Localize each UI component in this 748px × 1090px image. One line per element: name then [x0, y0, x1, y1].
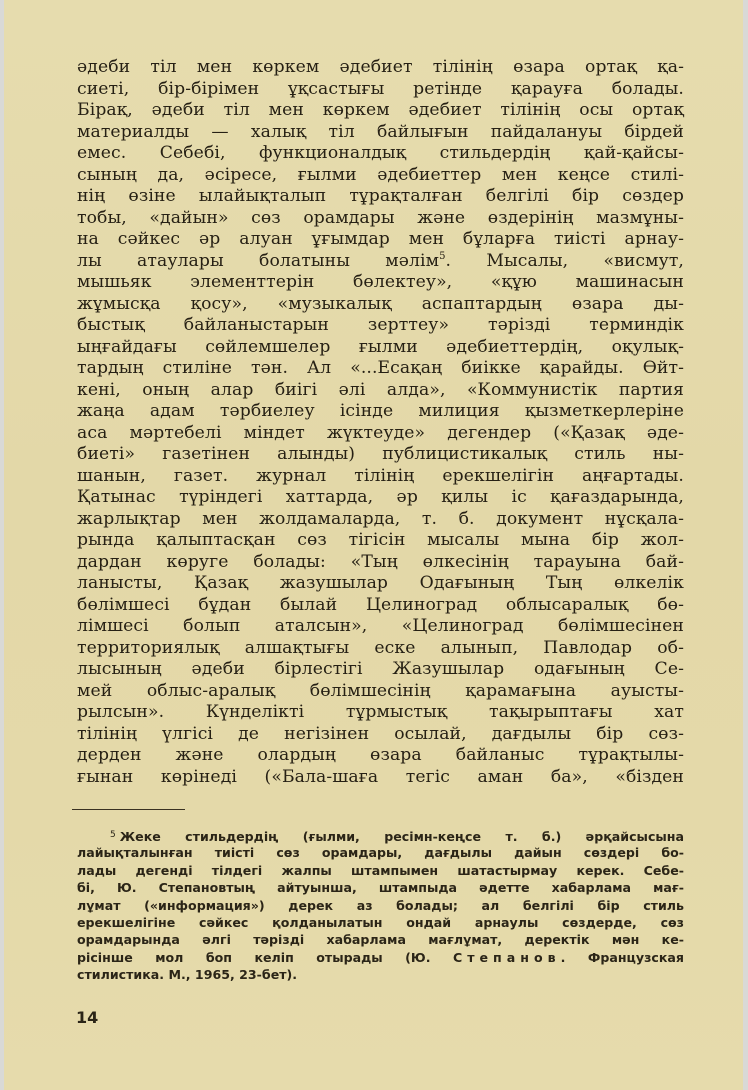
- text-line: әдеби тіл мен көркем әдебиет тілінің өзара ортақ қа-: [77, 57, 684, 77]
- text-line: жұмысқа қосу», «музыкалық аспаптардың өзара ды-: [77, 293, 684, 314]
- text-line: лімшесі болып аталсын», «Целиноград бөлімшесінен: [77, 616, 684, 636]
- text-line: тобы, «дайын» сөз орамдары және өздерінің мазмұны-: [77, 207, 684, 228]
- text-line: тілінің үлгісі де негізінен осылай, дағдылы бір сөз-: [77, 723, 684, 744]
- text-line: мышьяк элементтерін бөлектеу», «құю машинасын: [77, 272, 684, 292]
- text-line: шанын, газет. журнал тілінің ерекшелігін аңғартады.: [77, 465, 684, 486]
- footnote-line: [77, 949, 684, 966]
- footnote-line: бі, Ю. Степановтың айтуынша, штампыда әдетте хабарлама мағ-: [77, 880, 684, 896]
- text-line: ыңғайдағы сөйлемшелер ғылми әдебиеттердің, оқулық-: [77, 336, 684, 357]
- text-line: мей облыс-аралық бөлімшесінің қарамағына ауысты-: [77, 680, 684, 701]
- footnote-line: ерекшелігіне сәйкес қолданылатын ондай арнаулы сөздерде, сөз: [77, 914, 684, 930]
- text-line: рында қалыптасқан сөз тігісін мысалы мына бір жол-: [77, 530, 684, 550]
- text-fragment: лы атаулары болатыны мәлім: [77, 250, 440, 271]
- text-fragment: Жеке стильдердің (ғылми, ресімн-кеңсе т. б.) әрқайсысына: [119, 829, 684, 844]
- text-line: ғынан көрінеді («Бала-шаға тегіс аман ба», «бізден: [77, 766, 684, 787]
- footnote-separator: [72, 809, 185, 810]
- footnote-line: лайықталынған тиісті сөз орамдары, дағдылы дайын сөздері бо-: [77, 845, 684, 861]
- text-line: тардың стиліне тән. Ал «...Есақаң биікке қарайды. Өйт-: [77, 358, 684, 378]
- text-line: дардан көруге болады: «Тың өлкесінің тарауына бай-: [77, 551, 684, 572]
- text-line: аса мәртебелі міндет жүктеуде» дегендер («Қазақ әде-: [77, 422, 684, 443]
- text-line: жаңа адам тәрбиелеу ісінде милиция қызметкерлеріне: [77, 401, 684, 421]
- text-line: дерден және олардың өзара байланыс тұрақтылы-: [77, 745, 684, 765]
- text-line: кені, оның алар биігі әлі алда», «Коммунистік партия: [77, 379, 684, 400]
- text-line: Бірақ, әдеби тіл мен көркем әдебиет тілінің осы ортақ: [77, 100, 684, 120]
- text-line: лысының әдеби бірлестігі Жазушылар одағының Се-: [77, 659, 684, 679]
- text-line: жарлықтар мен жолдамаларда, т. б. документ нұсқала-: [77, 508, 684, 529]
- main-text: [77, 57, 684, 788]
- text-line: ланысты, Қазақ жазушылар Одағының Тың өлкелік: [77, 573, 684, 593]
- text-line: бөлімшесі бұдан былай Целиноград облысаралық бө-: [77, 594, 684, 615]
- text-line-with-footnote-ref: [77, 251, 684, 273]
- text-line: нің өзіне ылайықталып тұрақталған белгілі бір сөздер: [77, 186, 684, 206]
- text-line: сының да, әсіресе, ғылми әдебиеттер мен кеңсе стилі-: [77, 164, 684, 185]
- book-page: [4, 0, 743, 1090]
- text-line: быстық байланыстарын зерттеу» тәрізді терминдік: [77, 315, 684, 335]
- footnote-line: [77, 827, 684, 844]
- text-fragment: . Французская: [560, 949, 684, 965]
- author-name: Степанов: [452, 949, 561, 965]
- footnote-line: лады дегенді тілдегі жалпы штампымен шатастырмау керек. Себе-: [77, 862, 684, 878]
- footnote-number: 5: [110, 830, 116, 840]
- text-line: рылсын». Күнделікті тұрмыстық тақырыптағы хат: [77, 702, 684, 722]
- text-line: материалды — халық тіл байлығын пайдалануы бірдей: [77, 121, 684, 142]
- text-line: емес. Себебі, функционалдық стильдердің қай-қайсы-: [77, 143, 684, 163]
- text-line: Қатынас түріндегі хаттарда, әр қилы іс қағаздарында,: [77, 487, 684, 507]
- text-fragment: рісінше мол боп келіп отырады (Ю.: [77, 949, 453, 965]
- footnote-line: орамдарында әлгі тәрізді хабарлама мағлұмат, деректік мән ке-: [77, 932, 684, 948]
- footnote-reference[interactable]: 5: [439, 250, 446, 262]
- footnote: [77, 827, 684, 984]
- text-line: территориялық алшақтығы еске алынып, Павлодар об-: [77, 637, 684, 658]
- text-fragment: . Мысалы, «висмут,: [445, 250, 684, 271]
- text-line: биеті» газетінен алынды) публицистикалық стиль ны-: [77, 444, 684, 464]
- text-line: сиеті, бір-бірімен ұқсастығы ретінде қарауға болады.: [77, 78, 684, 99]
- footnote-line: стилистика. М., 1965, 23-бет).: [77, 967, 298, 983]
- text-line: на сәйкес әр алуан ұғымдар мен бұларға тиісті арнау-: [77, 229, 684, 249]
- page-number: 14: [76, 1008, 99, 1027]
- footnote-line: лұмат («информация») дерек аз болады; ал белгілі бір стиль: [77, 897, 684, 913]
